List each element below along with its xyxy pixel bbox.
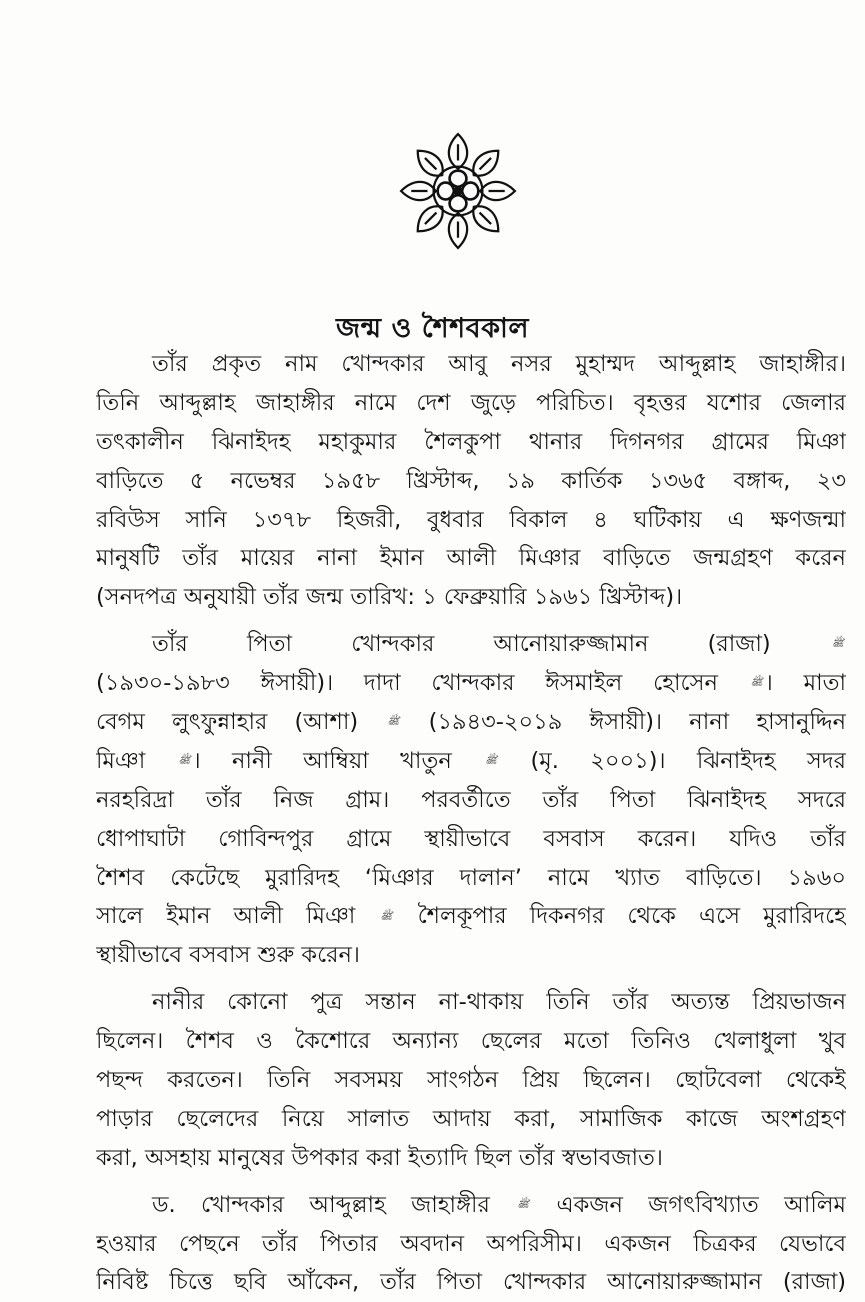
line-text: তাঁর প্রকৃত নাম খোন্দকার আবু নসর মুহাম্মদ আব্দুল্লাহ জাহাঙ্গীর।	[152, 351, 846, 377]
text-line	[96, 781, 846, 820]
honorific-icon: ﷺ	[387, 716, 400, 728]
text-line	[96, 384, 846, 423]
text-line	[96, 1186, 846, 1225]
line-text: ধোপাঘাটা গোবিন্দপুর গ্রামে স্থায়ীভাবে বসবাস করেন। যদিও তাঁর	[96, 825, 846, 852]
line-text: নানীর কোনো পুত্র সন্তান না-থাকায় তিনি তাঁর অত্যন্ত প্রিয়ভাজন	[152, 989, 846, 1016]
text-line	[96, 1100, 846, 1139]
line-text: নরহরিদ্রা তাঁর নিজ গ্রাম। পরবর্তীতে তাঁর পিতা ঝিনাইদহ সদরে	[96, 786, 846, 813]
text-line	[96, 983, 846, 1022]
line-text-continued: একজন জগৎবিখ্যাত আলিম	[556, 1191, 846, 1218]
text-line	[96, 703, 846, 742]
text-line	[96, 1263, 846, 1302]
text-line	[96, 897, 846, 936]
text-line	[96, 578, 846, 617]
line-text: তাঁর পিতা খোন্দকার আনোয়ারুজ্জামান (রাজা)	[152, 631, 771, 658]
honorific-icon: ﷺ	[831, 638, 844, 650]
floral-ornament-icon	[397, 130, 519, 252]
line-text: সালে ইমান আলী মিঞা	[96, 903, 356, 930]
line-text: হওয়ার পেছনে তাঁর পিতার অবদান অপরিসীম। একজন চিত্রকর যেভাবে	[96, 1230, 846, 1257]
text-line	[96, 1225, 846, 1264]
text-line	[96, 742, 846, 781]
text-line	[96, 501, 846, 540]
honorific-icon: ﷺ	[178, 754, 191, 766]
line-text: ছিলেন। শৈশব ও কৈশোরে অন্যান্য ছেলের মতো তিনিও খেলাধুলা খুব	[96, 1028, 846, 1055]
text-line	[96, 1022, 846, 1061]
text-line	[96, 936, 846, 975]
text-line	[96, 1061, 846, 1100]
line-text: পাড়ার ছেলেদের নিয়ে সালাত আদায় করা, সামাজিক কাজে অংশগ্রহণ	[96, 1105, 846, 1132]
line-text: বেগম লুৎফুন্নাহার (আশা)	[96, 709, 359, 736]
line-text: তিনি আব্দুল্লাহ জাহাঙ্গীর নামে দেশ জুড়ে পরিচিত। বৃহত্তর যশোর জেলার	[96, 389, 846, 416]
line-text: (১৯৩০-১৯৮৩ ঈসায়ী)। দাদা খোন্দকার ঈসমাইল হোসেন	[96, 670, 718, 697]
line-text: তৎকালীন ঝিনাইদহ মহাকুমার শৈলকুপা থানার দিগনগর গ্রামের মিঞা	[96, 428, 846, 455]
line-text-continued: । মাতা	[764, 670, 846, 697]
line-text: মিঞা	[96, 747, 146, 774]
text-line	[96, 462, 846, 501]
text-line	[96, 625, 846, 664]
honorific-icon: ﷺ	[517, 1198, 530, 1210]
line-text: নিবিষ্ট চিত্তে ছবি আঁকেন, তাঁর পিতা খোন্দকার আনোয়ারুজ্জামান (রাজা)	[96, 1269, 846, 1296]
chapter-title: জন্ম ও শৈশবকাল	[336, 313, 529, 344]
text-line	[96, 859, 846, 898]
line-text: (সনদপত্র অনুযায়ী তাঁর জন্ম তারিখ: ১ ফেব্রুয়ারি ১৯৬১ খ্রিস্টাব্দ)।	[96, 584, 683, 611]
text-line	[96, 1139, 846, 1178]
text-line	[96, 664, 846, 703]
line-text: করা, অসহায় মানুষের উপকার করা ইত্যাদি ছিল তাঁর স্বভাবজাত।	[96, 1144, 663, 1171]
text-line	[96, 539, 846, 578]
body-text	[96, 345, 846, 1302]
honorific-icon: ﷺ	[380, 910, 393, 922]
line-text: ড. খোন্দকার আব্দুল্লাহ জাহাঙ্গীর	[152, 1191, 490, 1218]
line-text: স্থায়ীভাবে বসবাস শুরু করেন।	[96, 942, 360, 969]
text-line	[96, 820, 846, 859]
line-text-continued: (মৃ. ২০০১)। ঝিনাইদহ সদর	[530, 747, 846, 774]
line-text-continued: শৈলকূপার দিকনগর থেকে এসে মুরারিদহে	[417, 903, 846, 930]
line-text-continued: (১৯৪৩-২০১৯ ঈসায়ী)। নানা হাসানুদ্দিন	[428, 709, 846, 736]
line-text-continued: । নানী আম্বিয়া খাতুন	[192, 747, 452, 774]
text-line	[96, 345, 846, 384]
honorific-icon: ﷺ	[750, 677, 763, 689]
honorific-icon: ﷺ	[485, 754, 498, 766]
line-text: পছন্দ করতেন। তিনি সবসময় সাংগঠন প্রিয় ছিলেন। ছোটবেলা থেকেই	[96, 1067, 846, 1094]
line-text: রবিউস সানি ১৩৭৮ হিজরী, বুধবার বিকাল ৪ ঘটিকায় এ ক্ষণজন্মা	[96, 506, 846, 533]
line-text: বাড়িতে ৫ নভেম্বর ১৯৫৮ খ্রিস্টাব্দ, ১৯ কার্তিক ১৩৬৫ বঙ্গাব্দ, ২৩	[96, 467, 846, 494]
line-text: মানুষটি তাঁর মায়ের নানা ইমান আলী মিঞার বাড়িতে জন্মগ্রহণ করেন	[96, 545, 846, 572]
line-text: শৈশব কেটেছে মুরারিদহ ‘মিঞার দালান’ নামে খ্যাত বাড়িতে। ১৯৬০	[96, 864, 846, 891]
text-line	[96, 423, 846, 462]
